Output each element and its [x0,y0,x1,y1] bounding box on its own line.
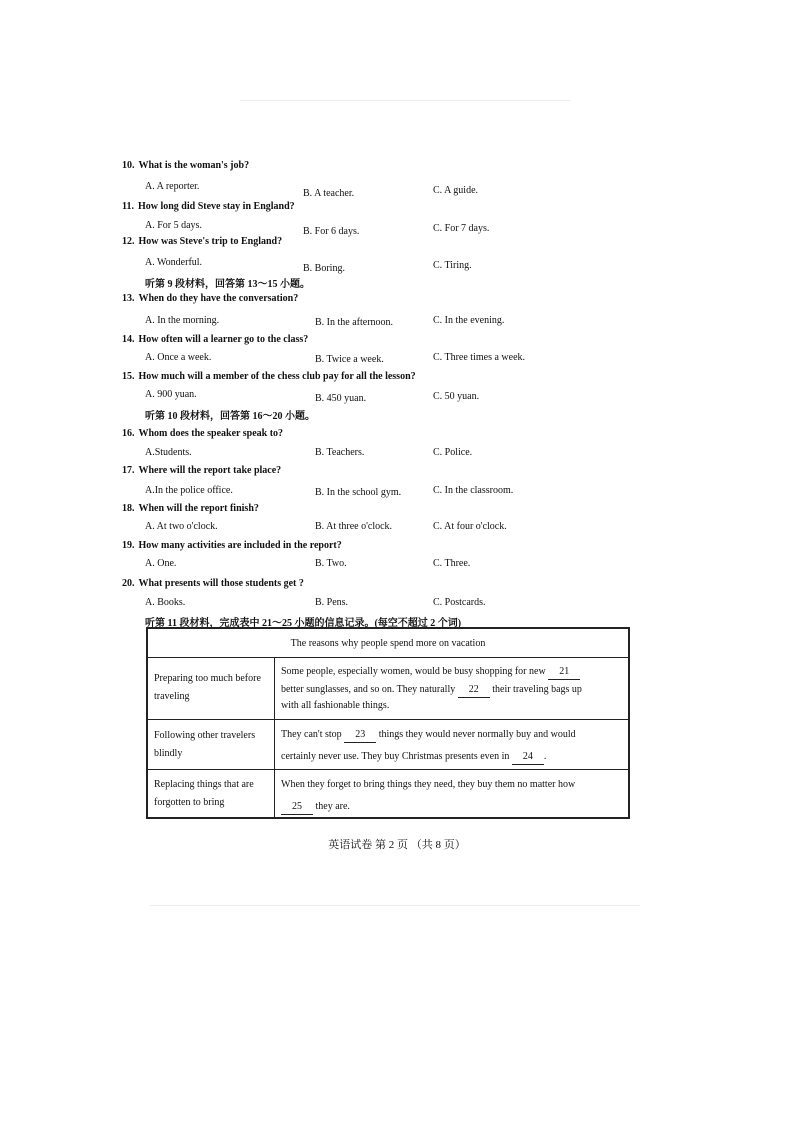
option-a[interactable]: A. Once a week. [145,352,212,363]
option-a[interactable]: A. Wonderful. [145,257,203,268]
bleed-line [150,905,640,906]
section-10-instruction: 听第 10 段材料，回答第 16～20 小题。 [145,411,315,422]
question-10: 10. What is the woman's job? [122,160,250,171]
question-14: 14. How often will a learner go to the class? [122,334,309,345]
section-11-instruction: 听第 11 段材料，完成表中 21～25 小题的信息记录。(每空不超过 2 个词) [145,618,462,629]
question-18: 18. When will the report finish? [122,503,259,514]
row-content [275,720,628,769]
section-9-instruction: 听第 9 段材料，回答第 13～15 小题。 [145,279,310,290]
row-text: When they forget to bring things they need, they buy them no matter how [281,779,576,790]
option-b[interactable]: B. At three o'clock. [315,521,393,532]
option-b[interactable]: B. Pens. [315,597,349,608]
question-12: 12. How was Steve's trip to England? [122,236,283,247]
option-b[interactable]: B. Boring. [303,263,345,274]
question-13: 13. When do they have the conversation? [122,293,299,304]
option-c[interactable]: C. Police. [433,447,473,458]
option-a[interactable]: A.Students. [145,447,192,458]
row-label: Preparing too much before traveling [148,657,275,719]
option-b[interactable]: B. Twice a week. [315,354,384,365]
answer-blank-24[interactable]: 24 [512,750,544,765]
option-a[interactable]: A. 900 yuan. [145,389,197,400]
table-title: The reasons why people spend more on vacation [148,629,628,658]
question-15: 15. How much will a member of the chess club pay for all the lesson? [122,371,416,382]
option-b[interactable]: B. For 6 days. [303,226,360,237]
row-text: . [543,751,547,762]
option-b[interactable]: B. In the afternoon. [315,317,394,328]
answer-blank-25[interactable]: 25 [281,800,313,815]
row-content [275,657,628,719]
option-a[interactable]: A. At two o'clock. [145,521,218,532]
row-text: they are. [315,801,350,812]
question-19: 19. How many activities are included in the report? [122,540,342,551]
option-a[interactable]: A. For 5 days. [145,220,202,231]
option-a[interactable]: A. Books. [145,597,186,608]
question-20: 20. What presents will those students get ? [122,578,304,589]
option-b[interactable]: B. A teacher. [303,188,355,199]
row-text: better sunglasses, and so on. They naturally [281,684,456,695]
option-a[interactable]: A.In the police office. [145,485,233,496]
page-footer: 英语试卷 第 2 页 （共 8 页） [328,839,466,851]
option-c[interactable]: C. 50 yuan. [433,391,480,402]
table-row [148,770,628,817]
option-c[interactable]: C. In the classroom. [433,485,514,496]
row-text: with all fashionable things. [281,700,390,711]
table-row [148,720,628,770]
row-label: Following other travelers blindly [148,720,275,769]
option-c[interactable]: C. In the evening. [433,315,505,326]
question-11: 11. How long did Steve stay in England? [122,201,295,212]
option-b[interactable]: B. Teachers. [315,447,365,458]
row-text: things they would never normally buy and would [378,729,576,740]
option-b[interactable]: B. Two. [315,558,347,569]
row-text: They can't stop [281,729,342,740]
option-c[interactable]: C. At four o'clock. [433,521,507,532]
option-a[interactable]: A. One. [145,558,177,569]
answer-blank-22[interactable]: 22 [458,683,490,698]
option-a[interactable]: A. In the morning. [145,315,220,326]
option-c[interactable]: C. Three times a week. [433,352,526,363]
row-label: Replacing things that are forgotten to bring [148,770,275,817]
row-content [275,770,628,817]
option-a[interactable]: A. A reporter. [145,181,200,192]
question-17: 17. Where will the report take place? [122,465,282,476]
row-text: Some people, especially women, would be busy shopping for new [281,666,546,677]
option-c[interactable]: C. For 7 days. [433,223,490,234]
answer-blank-23[interactable]: 23 [344,728,376,743]
option-b[interactable]: B. 450 yuan. [315,393,367,404]
bleed-line [240,100,570,101]
question-16: 16. Whom does the speaker speak to? [122,428,284,439]
option-c[interactable]: C. Postcards. [433,597,486,608]
option-c[interactable]: C. A guide. [433,185,479,196]
row-text: their traveling bags up [492,684,582,695]
info-record-table [146,627,630,819]
row-text: certainly never use. They buy Christmas presents even in [281,751,510,762]
option-c[interactable]: C. Three. [433,558,471,569]
option-c[interactable]: C. Tiring. [433,260,472,271]
option-b[interactable]: B. In the school gym. [315,487,402,498]
table-row [148,657,628,720]
answer-blank-21[interactable]: 21 [548,665,580,680]
